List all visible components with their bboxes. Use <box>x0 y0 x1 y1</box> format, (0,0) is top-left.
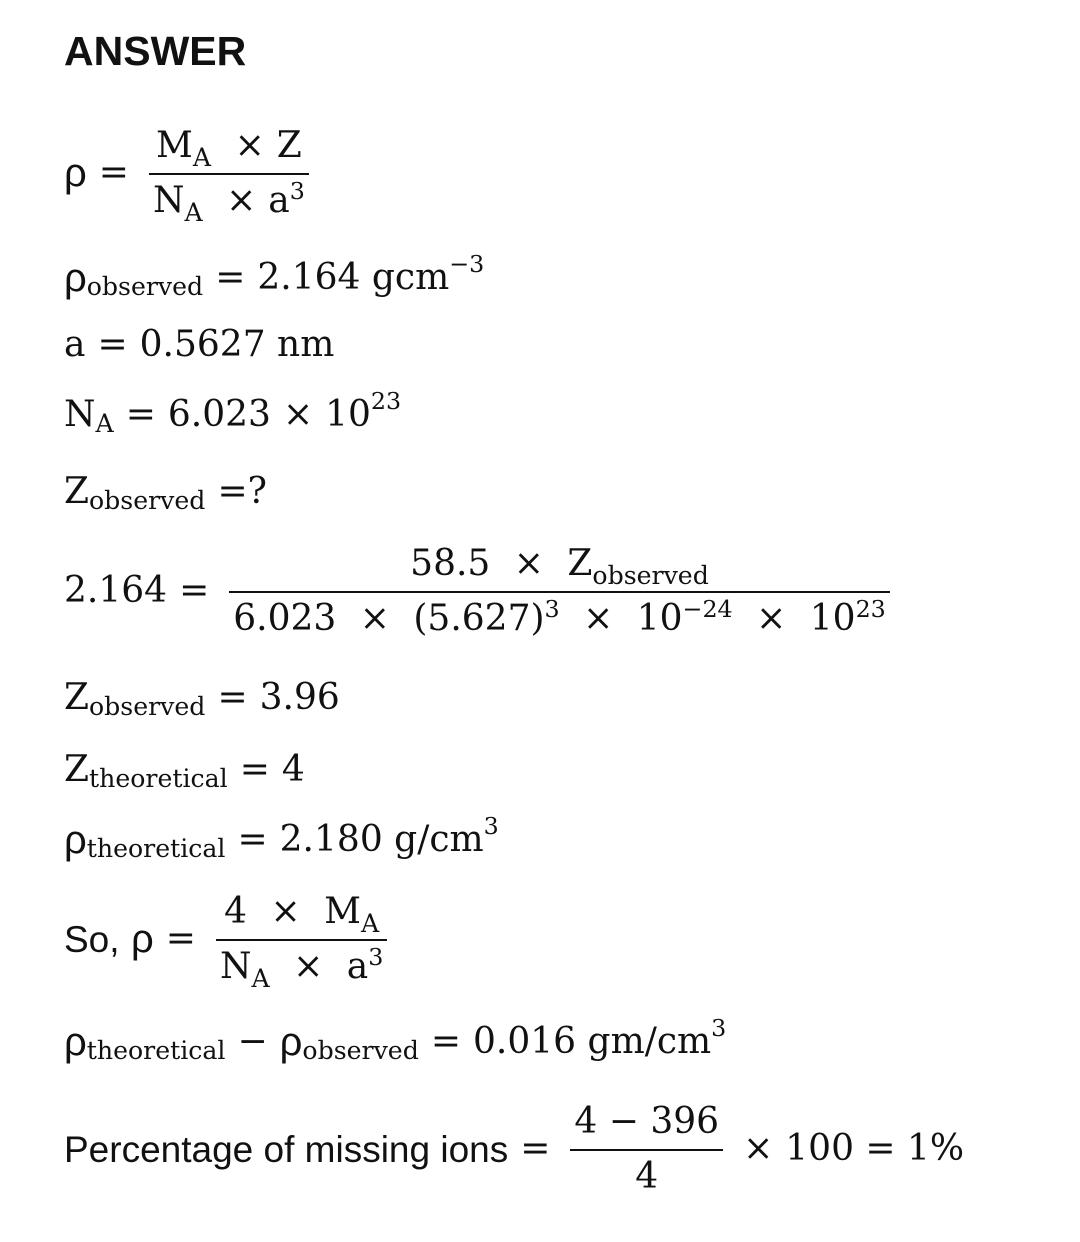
fraction-bar <box>229 591 890 593</box>
fraction-denominator: $6.023 \times (5.627)^3 \times 10^{-24} \times 10^{23}$ <box>233 595 886 640</box>
density-formula <box>64 124 317 227</box>
equals-sign: = <box>98 152 129 194</box>
fraction-bar <box>216 939 387 941</box>
z-observed-line: Z observed = 3.96 <box>64 677 340 722</box>
fraction <box>229 542 890 640</box>
fraction-bar <box>149 173 309 175</box>
fraction-numerator: 4 − 396 <box>574 1101 720 1142</box>
edge-length-line: a = 0.5627 nm <box>64 324 335 365</box>
fraction-numerator: $58.5 \times Z_{observed}$ <box>410 543 709 590</box>
page-title: ANSWER <box>64 28 247 74</box>
rho-observed-line: ρ observed = 2.164 gcm −3 <box>64 250 485 302</box>
so-density-formula: So, ρ = $\frac{4 \times M_A}{N_A \times a^3}$ <box>64 890 395 988</box>
fraction <box>149 124 309 227</box>
z-theoretical-line: Z theoretical = 4 <box>64 749 305 794</box>
percentage-line: Percentage of missing ions = $\frac{4 - 396}{4}$ × 100 = 1% <box>64 1101 965 1198</box>
substitution-equation: 2.164 = $58.5 \times Z_{observed}$ $6.023 \times (5.627)^3 \times 10^{-24} \times 10^{23}$ <box>64 542 898 640</box>
fraction <box>570 1100 723 1198</box>
fraction-denominator: $N_A \times a^3$ <box>219 943 384 993</box>
fraction-numerator: $M_A \times Z$ <box>156 125 302 172</box>
fraction-numerator: $4 \times M_A$ <box>224 891 380 938</box>
rho-theoretical-line: ρ theoretical = 2.180 g/cm 3 <box>64 812 499 864</box>
fraction-denominator: $N_A \times a^3$ <box>152 177 305 227</box>
density-difference-line: ρ theoretical − ρ observed = 0.016 gm/cm 3 <box>64 1014 727 1066</box>
fraction-bar <box>570 1149 723 1151</box>
avogadro-line: N A = 6.023 × 10 23 <box>64 387 402 439</box>
rho-symbol: ρ <box>64 151 87 196</box>
z-observed-unknown-line: Z observed =? <box>64 471 267 516</box>
fraction-denominator: 4 <box>635 1156 659 1198</box>
